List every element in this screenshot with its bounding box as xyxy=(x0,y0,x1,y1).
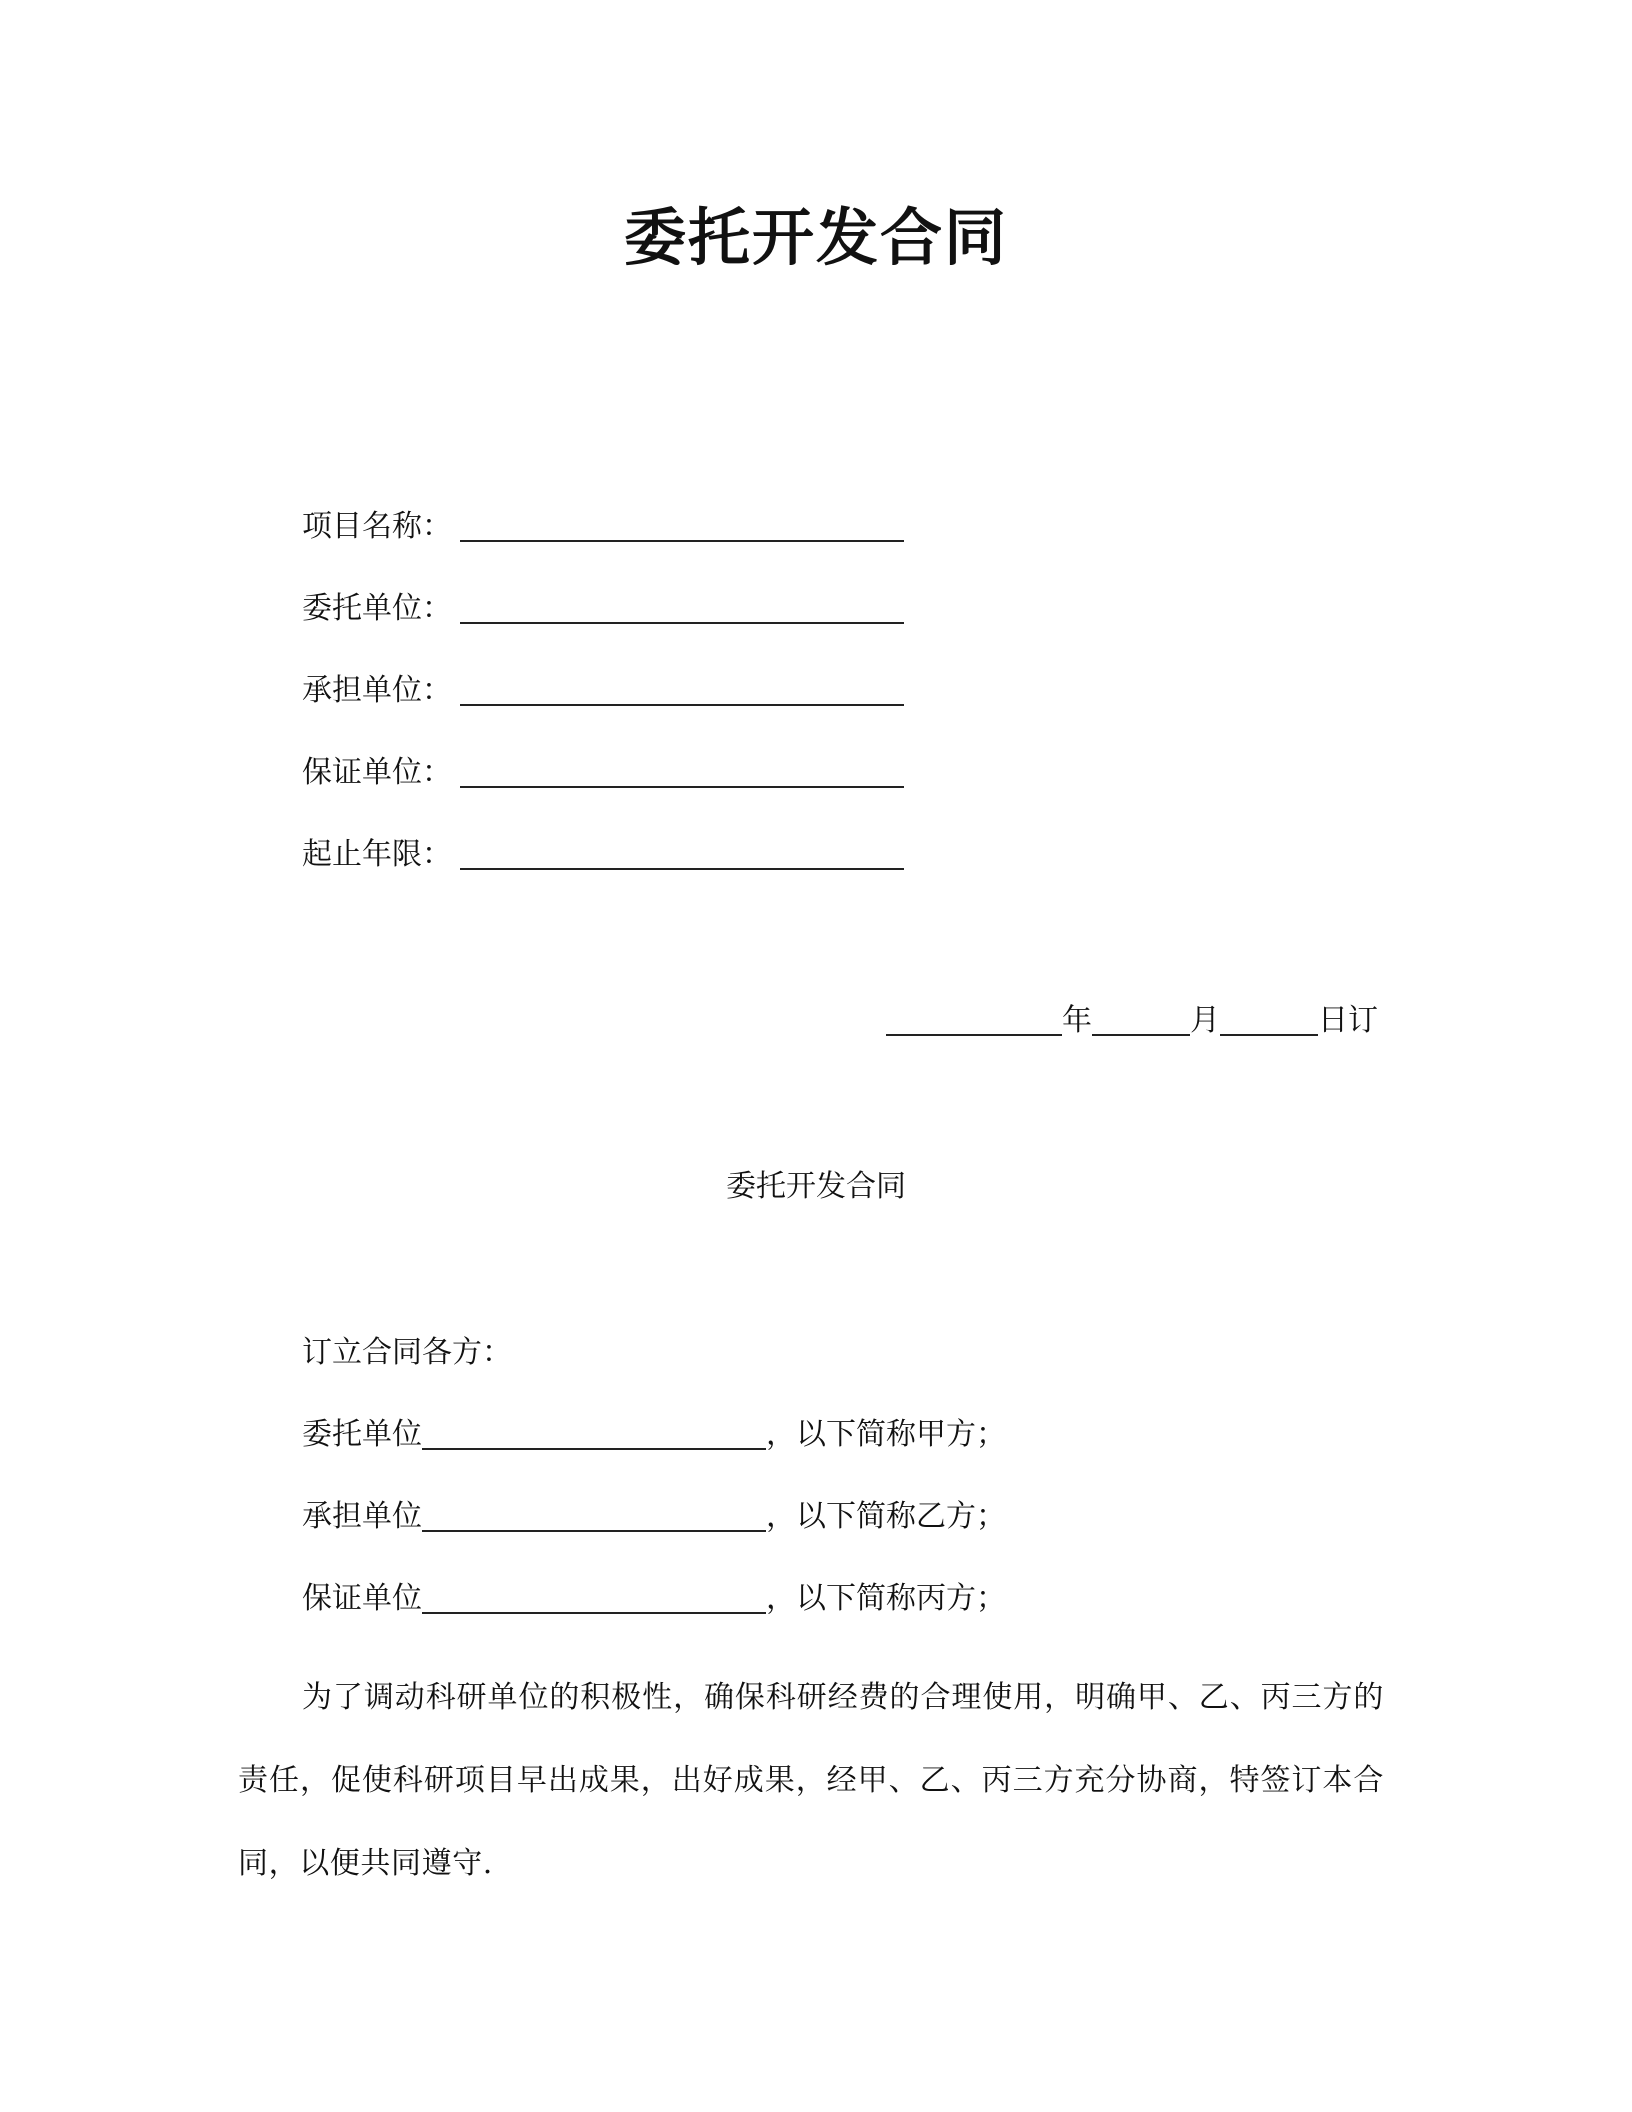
blank-line xyxy=(422,1502,766,1532)
blank-line xyxy=(460,758,904,788)
field-label: 保证单位： xyxy=(302,755,452,790)
party-contractor xyxy=(302,1495,1006,1539)
year-blank xyxy=(886,1006,1062,1036)
contract-purpose-paragraph: 为了调动科研单位的积极性，确保科研经费的合理使用，明确甲、乙、丙三方的责任，促使科研项目早出成果，出好成果，经甲、乙、丙三方充分协商，特签订本合同，以便共同遵守. xyxy=(238,1680,1384,1881)
party-client xyxy=(302,1413,1006,1457)
blank-line xyxy=(460,594,904,624)
blank-line xyxy=(460,512,904,542)
blank-line xyxy=(460,840,904,870)
field-label: 承担单位： xyxy=(302,673,452,708)
signing-date-line xyxy=(886,999,1378,1043)
blank-line xyxy=(460,676,904,706)
blank-line xyxy=(422,1420,766,1450)
month-blank xyxy=(1092,1006,1190,1036)
blank-line xyxy=(422,1584,766,1614)
cover-field-project-name xyxy=(302,505,904,549)
cover-field-guarantor xyxy=(302,751,904,795)
party-label: 承担单位 xyxy=(302,1499,422,1534)
cover-field-period xyxy=(302,833,904,877)
month-label: 月 xyxy=(1190,1003,1220,1038)
party-suffix: ，以下简称丙方； xyxy=(766,1581,1006,1616)
party-suffix: ，以下简称甲方； xyxy=(766,1417,1006,1452)
day-blank xyxy=(1220,1006,1318,1036)
year-label: 年 xyxy=(1062,1003,1092,1038)
parties-intro: 订立合同各方： xyxy=(302,1335,512,1370)
party-guarantor xyxy=(302,1577,1006,1621)
page-title: 委托开发合同 xyxy=(623,201,1008,274)
cover-field-client xyxy=(302,587,904,631)
party-label: 委托单位 xyxy=(302,1417,422,1452)
field-label: 起止年限： xyxy=(302,837,452,872)
field-label: 委托单位： xyxy=(302,591,452,626)
party-suffix: ，以下简称乙方； xyxy=(766,1499,1006,1534)
party-label: 保证单位 xyxy=(302,1581,422,1616)
field-label: 项目名称： xyxy=(302,509,452,544)
cover-field-contractor xyxy=(302,669,904,713)
day-label: 日订 xyxy=(1318,1003,1378,1038)
contract-subtitle: 委托开发合同 xyxy=(726,1169,906,1204)
